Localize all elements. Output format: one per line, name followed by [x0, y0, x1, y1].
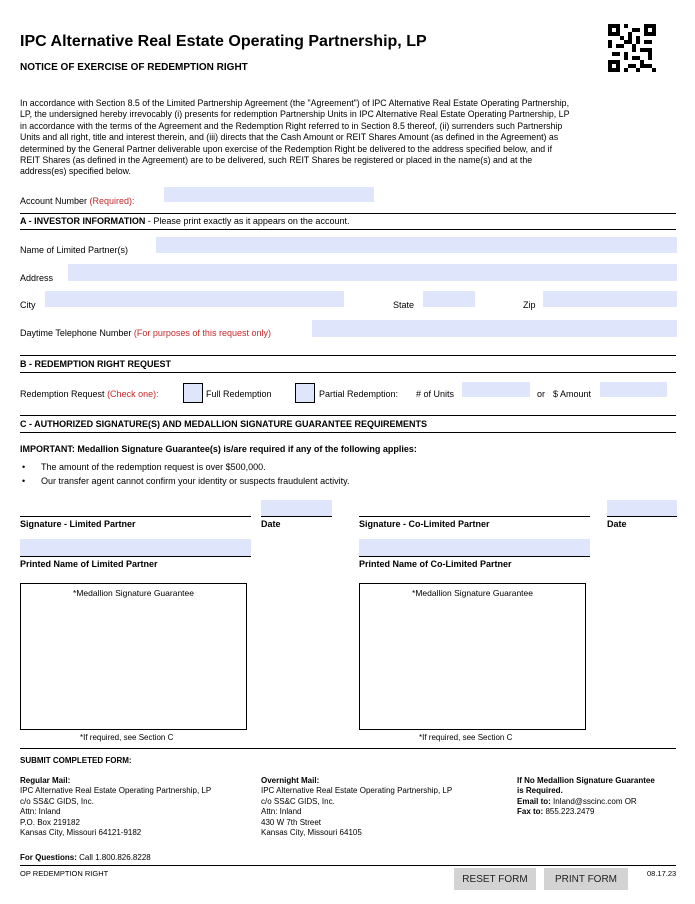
full-redemption-checkbox[interactable]: [183, 383, 203, 403]
section-a-title: A - INVESTOR INFORMATION - Please print exactly as it appears on the account.: [20, 216, 350, 226]
signature-lp-label: Signature - Limited Partner: [20, 519, 136, 529]
units-label: # of Units: [416, 389, 455, 399]
questions-line: For Questions: Call 1.800.826.8228: [20, 853, 151, 862]
if-required-note: *If required, see Section C: [419, 733, 513, 742]
or-label: or: [537, 389, 546, 399]
overnight-mail-block: Overnight Mail: IPC Alternative Real Estate Operating Partnership, LP c/o SS&C GIDS, Inc. Attn: Inland 430 W 7th Street Kansas City, Missouri 64105: [261, 776, 453, 838]
section-b-title: B - REDEMPTION RIGHT REQUEST: [20, 359, 172, 369]
account-number-label: Account Number (Required):: [20, 196, 135, 206]
form-version: 08.17.23: [647, 869, 677, 878]
signature-co-label: Signature - Co-Limited Partner: [359, 519, 490, 529]
divider: [20, 865, 676, 866]
redemption-request-label: Redemption Request (Check one):: [20, 389, 159, 399]
date-lp-label: Date: [261, 519, 281, 529]
zip-input[interactable]: [543, 291, 677, 307]
date-line: [261, 516, 332, 517]
full-redemption-label: Full Redemption: [206, 389, 272, 399]
qr-code-icon: [608, 24, 656, 72]
reset-form-button[interactable]: RESET FORM: [454, 868, 536, 890]
bullet-item: • Our transfer agent cannot confirm your identity or suspects fraudulent activity.: [22, 476, 350, 486]
form-name-footer: OP REDEMPTION RIGHT: [20, 869, 109, 878]
address-label: Address: [20, 273, 54, 283]
divider: [20, 372, 676, 373]
city-label: City: [20, 300, 36, 310]
divider: [20, 229, 676, 230]
signature-line: [359, 516, 590, 517]
amount-label: $ Amount: [553, 389, 592, 399]
amount-input[interactable]: [600, 382, 667, 397]
phone-label: Daytime Telephone Number (For purposes of this request only): [20, 328, 271, 338]
date-co-input[interactable]: [607, 500, 677, 517]
divider: [20, 748, 676, 749]
submit-title: SUBMIT COMPLETED FORM:: [20, 756, 132, 765]
divider: [20, 355, 676, 356]
name-label: Name of Limited Partner(s): [20, 245, 129, 255]
account-number-input[interactable]: [164, 187, 374, 202]
city-input[interactable]: [45, 291, 344, 307]
printed-name-co-input[interactable]: [359, 539, 590, 556]
divider: [20, 432, 676, 433]
date-lp-input[interactable]: [261, 500, 332, 517]
printed-name-lp-input[interactable]: [20, 539, 251, 556]
date-line: [607, 516, 677, 517]
divider: [20, 213, 676, 214]
printed-name-co-label: Printed Name of Co-Limited Partner: [359, 559, 512, 569]
medallion-guarantee-box-lp: *Medallion Signature Guarantee: [20, 583, 247, 730]
no-medallion-block: If No Medallion Signature Guarantee is Required. Email to: Inland@sscinc.com OR Fax to: 855.223.2479: [517, 776, 655, 817]
intro-paragraph: In accordance with Section 8.5 of the Limited Partnership Agreement (the "Agreement") of IPC Alternative Real Estate Operating Partnership, LP, the undersigned hereby irrevocably (i) presents for redemption Partnership Units in IPC Alternative Real Estate Operating Partnership, LP in accordance with the terms of the Agreement and the Redemption Right referred to in Section 8.5 thereof, (ii) surrenders such Partnership Units and all right, title and interest therein, and (iii) directs that the Cash Amount or REIT Shares Amount (as defined in the Agreement) as determined by the General Partner deliverable upon exercise of the Redemption Right be delivered to the address specified below, and if REIT Shares (as defined in the Agreement) are to be delivered, such REIT Shares be registered or placed in the name(s) and at the address(es) specified below.: [20, 98, 570, 177]
partial-redemption-label: Partial Redemption:: [319, 389, 399, 399]
daytime-phone-input[interactable]: [312, 320, 677, 337]
if-required-note: *If required, see Section C: [80, 733, 174, 742]
partial-redemption-checkbox[interactable]: [295, 383, 315, 403]
print-form-button[interactable]: PRINT FORM: [544, 868, 628, 890]
state-input[interactable]: [423, 291, 475, 307]
bullet-item: • The amount of the redemption request is over $500,000.: [22, 462, 266, 472]
printed-name-lp-label: Printed Name of Limited Partner: [20, 559, 158, 569]
state-label: State: [393, 300, 415, 310]
units-input[interactable]: [462, 382, 530, 397]
section-c-title: C - AUTHORIZED SIGNATURE(S) AND MEDALLION SIGNATURE GUARANTEE REQUIREMENTS: [20, 419, 427, 429]
regular-mail-block: Regular Mail: IPC Alternative Real Estate Operating Partnership, LP c/o SS&C GIDS, Inc. Attn: Inland P.O. Box 219182 Kansas City, Missouri 64121-9182: [20, 776, 212, 838]
page-title: IPC Alternative Real Estate Operating Partnership, LP: [20, 33, 427, 50]
signature-line: [20, 516, 251, 517]
printed-name-line: [20, 556, 251, 557]
form-subtitle: NOTICE OF EXERCISE OF REDEMPTION RIGHT: [20, 62, 248, 73]
address-input[interactable]: [68, 264, 677, 281]
limited-partner-name-input[interactable]: [156, 237, 677, 253]
date-co-label: Date: [607, 519, 627, 529]
important-note: IMPORTANT: Medallion Signature Guarantee(s) is/are required if any of the following applies:: [20, 444, 417, 454]
medallion-guarantee-box-co: *Medallion Signature Guarantee: [359, 583, 586, 730]
divider: [20, 415, 676, 416]
zip-label: Zip: [523, 300, 536, 310]
printed-name-line: [359, 556, 590, 557]
